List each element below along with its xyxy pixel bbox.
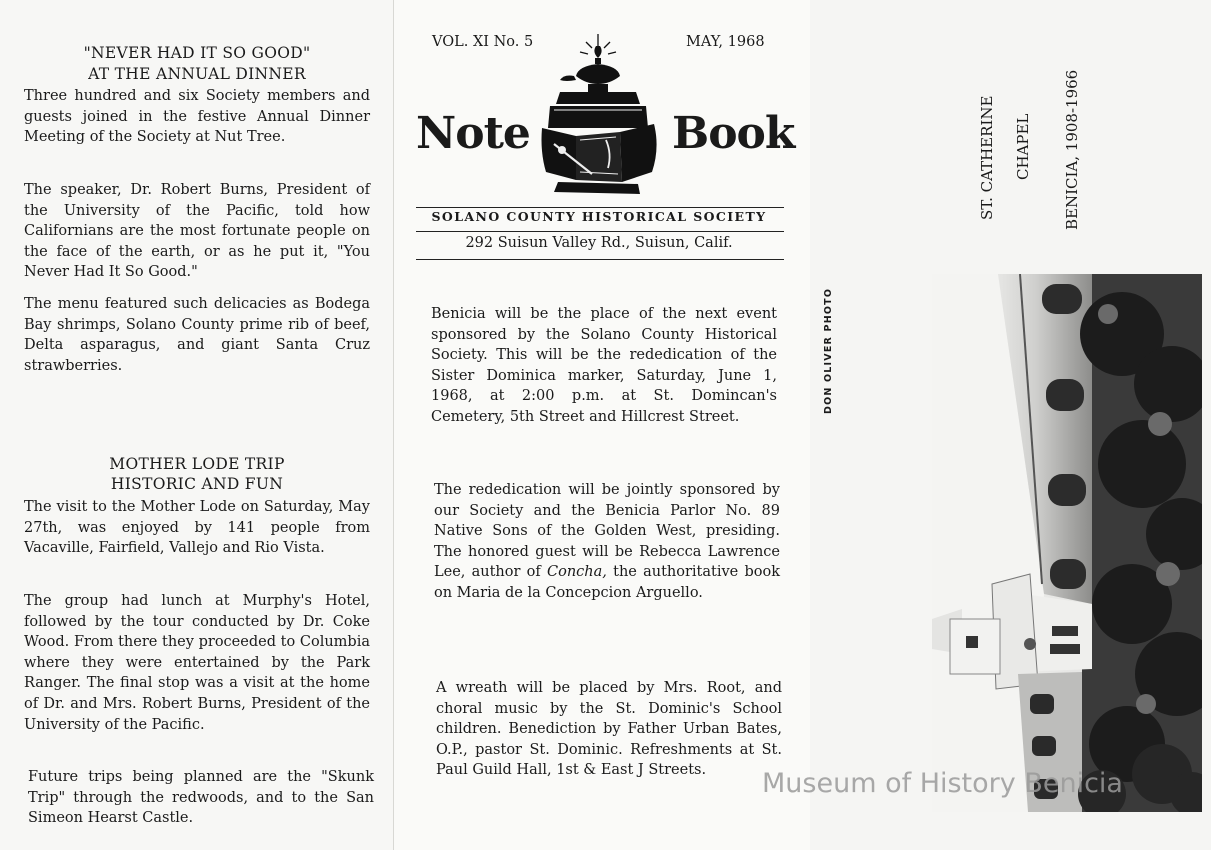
trip-heading-line1: MOTHER LODE TRIP [109, 455, 285, 473]
middle-panel [393, 0, 812, 850]
wreath-paragraph: A wreath will be placed by Mrs. Root, and choral music by the St. Dominic's School children. Benediction by Father Urban Bates, O.P., pastor St. Dominic. Refreshments at St. Paul Guild Hall, 1st & East J Streets. [436, 680, 782, 779]
society-name: SOLANO COUNTY HISTORICAL SOCIETY [431, 209, 767, 224]
museum-watermark: Museum of History Benicia [762, 768, 1123, 799]
photo-credit: DON OLIVER PHOTO [823, 287, 834, 414]
lamp-and-books-emblem [536, 32, 664, 198]
title-note: Note [416, 108, 530, 159]
dinner-paragraph-2: The speaker, Dr. Robert Burns, President of the University of the Pacific, told how Californians are the most fortunate people on the face of the earth, or as he put it, "You Never Had It So Good." [24, 182, 370, 281]
rededication-text-before: The rededication will be jointly sponsored by our Society and the Benicia Parlor No. 89 Native Sons of the Golden West, presiding. The honored guest will be Rebecca Lawrence Lee, author of [434, 482, 780, 581]
title-book: Book [672, 108, 795, 159]
society-address: 292 Suisun Valley Rd., Suisun, Calif. [465, 235, 733, 251]
chapel-title-line1: ST. CATHERINE [978, 95, 996, 220]
chapel-title-line2: CHAPEL [1014, 113, 1032, 180]
rededication-text-after: the authoritative book on Maria de la Concepcion Arguello. [434, 564, 781, 601]
dinner-heading-line1: "NEVER HAD IT SO GOOD" [83, 44, 311, 62]
dinner-heading [22, 44, 372, 84]
event-paragraph: Benicia will be the place of the next event sponsored by the Solano County Historical Society. This will be the rededication of the Sister Dominica marker, Saturday, June 1, 1968, at 2:00 p.m. at St. Domincan's Cemetery, 5th Street and Hillcrest Street. [431, 306, 777, 425]
trip-heading-line2: HISTORIC AND FUN [110, 475, 284, 493]
dinner-paragraph-1: Three hundred and six Society members and guests joined in the festive Annual Dinner Meeting of the Society at Nut Tree. [24, 88, 370, 146]
right-panel [810, 0, 1211, 850]
trip-heading [22, 455, 372, 494]
book-title: Concha, [547, 564, 607, 581]
rule-top [416, 207, 784, 208]
left-panel [0, 0, 393, 850]
rededication-paragraph [434, 480, 780, 604]
issue-date: MAY, 1968 [686, 34, 765, 50]
trip-paragraph-1: The visit to the Mother Lode on Saturday, May 27th, was enjoyed by 141 people from Vacaville, Fairfield, Vallejo and Rio Vista. [24, 499, 370, 557]
rule-middle [416, 231, 784, 232]
trip-paragraph-3: Future trips being planned are the "Skunk Trip" through the redwoods, and to the San Simeon Hearst Castle. [28, 769, 374, 827]
dinner-heading-line2: AT THE ANNUAL DINNER [88, 65, 306, 83]
volume-number: VOL. XI No. 5 [432, 34, 534, 50]
rule-bottom [416, 259, 784, 260]
dinner-paragraph-3: The menu featured such delicacies as Bodega Bay shrimps, Solano County prime rib of beef, Delta asparagus, and giant Santa Cruz strawberries. [24, 296, 370, 374]
trip-paragraph-2: The group had lunch at Murphy's Hotel, followed by the tour conducted by Dr. Coke Wood. From there they proceeded to Columbia where they were entertained by the Park Ranger. The final stop was a visit at the home of Dr. and Mrs. Robert Burns, President of the University of the Pacific. [24, 593, 370, 733]
chapel-photo [932, 274, 1202, 812]
chapel-title-line3: BENICIA, 1908-1966 [1063, 69, 1081, 230]
